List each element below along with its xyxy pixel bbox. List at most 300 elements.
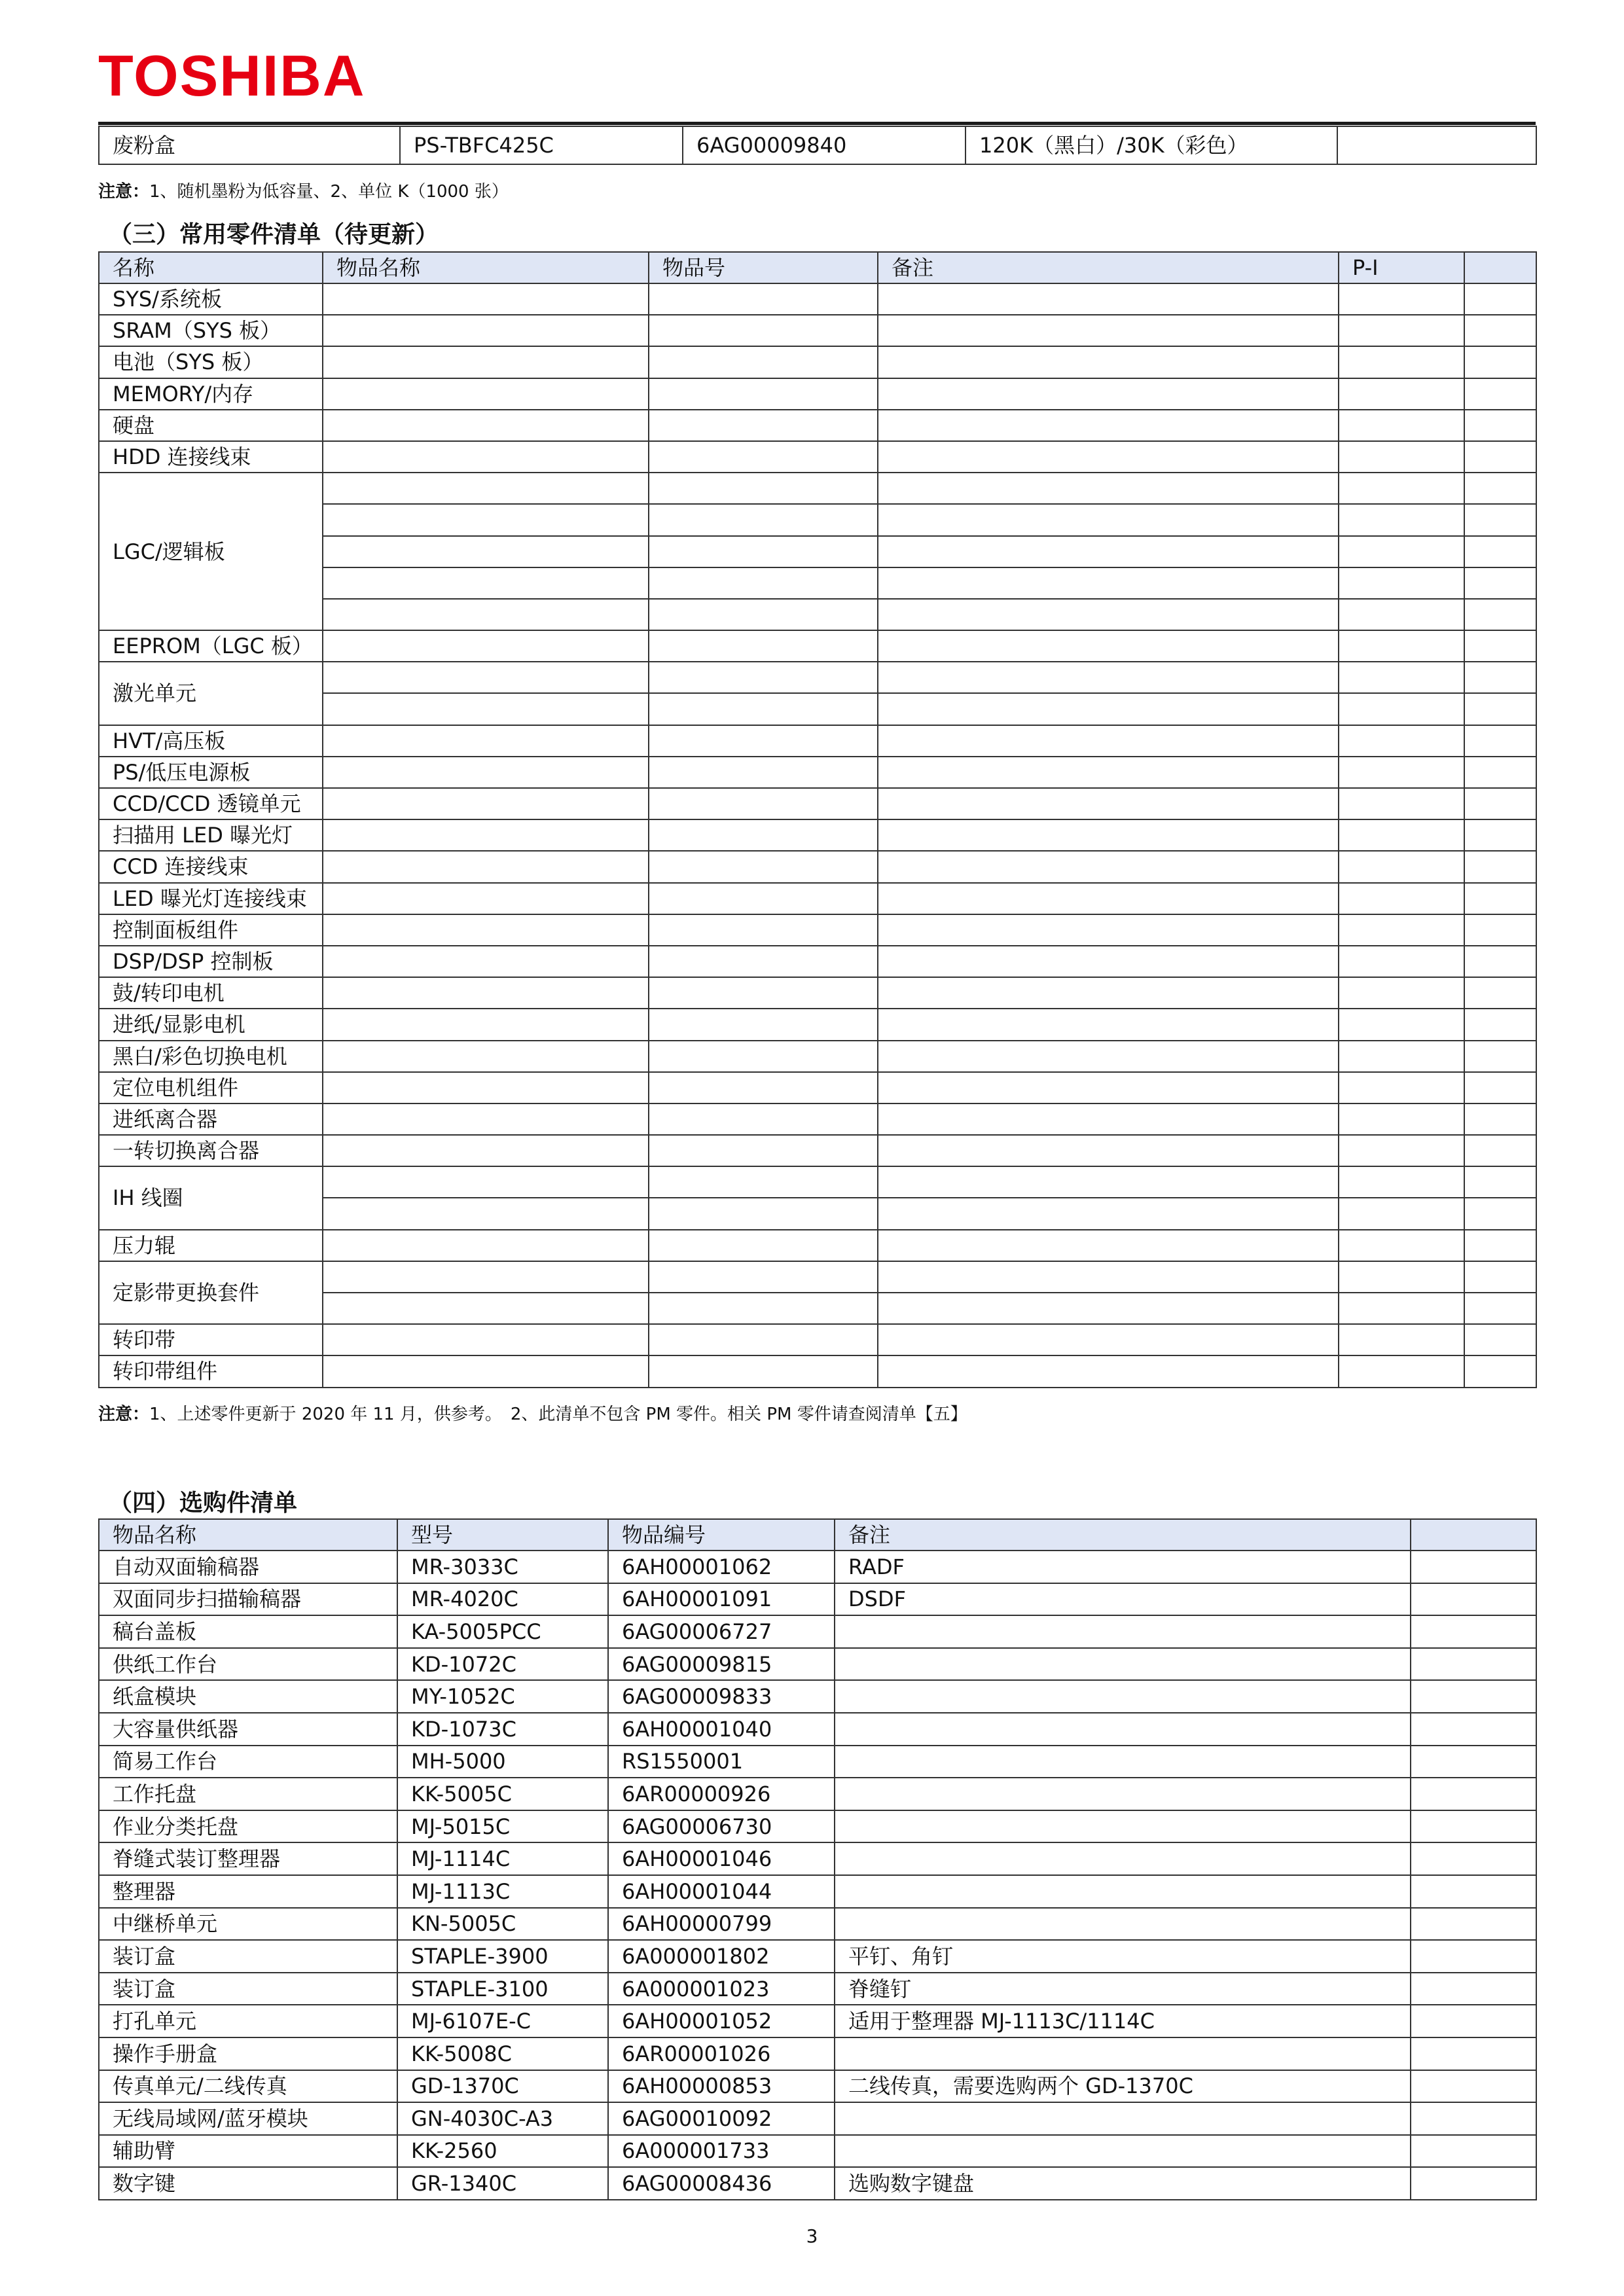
empty-cell [1339,819,1464,851]
table-cell: 装订盒 [99,1940,397,1973]
empty-cell [323,441,649,473]
empty-cell [878,378,1339,410]
part-name-cell: SRAM（SYS 板） [99,315,323,346]
empty-cell [323,946,649,977]
table-cell: 脊缝式装订整理器 [99,1842,397,1875]
table-cell: KA-5005PCC [397,1615,608,1648]
empty-cell [323,725,649,757]
empty-cell [649,1355,878,1387]
table-cell: STAPLE-3100 [397,1973,608,2005]
empty-cell [323,662,649,693]
empty-cell [1464,1324,1536,1355]
empty-cell [878,693,1339,725]
empty-cell [878,1198,1339,1229]
table-row [99,630,1536,662]
note-text: 1、随机墨粉为低容量、2、单位 K（1000 张） [149,182,509,202]
part-name-cell: 控制面板组件 [99,914,323,946]
section4-title: （四）选购件清单 [109,1490,298,1516]
empty-cell [1339,662,1464,693]
table-cell: 6AH00000853 [608,2070,835,2103]
table-cell: STAPLE-3900 [397,1940,608,1973]
empty-cell [649,1198,878,1229]
part-name-cell: CCD 连接线束 [99,851,323,882]
column-header: P-I [1339,252,1464,283]
part-name-cell: DSP/DSP 控制板 [99,946,323,977]
table-cell: KK-5008C [397,2037,608,2070]
table-row [99,283,1536,315]
table-cell: 6AR00001026 [608,2037,835,2070]
empty-cell [878,504,1339,535]
empty-cell [878,346,1339,378]
column-header: 物品号 [649,252,878,283]
empty-cell [1339,504,1464,535]
empty-cell [649,946,878,977]
empty-cell [1411,2135,1536,2168]
empty-cell [1464,1230,1536,1261]
table-row [99,1940,1536,1973]
table-row [99,1973,1536,2005]
part-name-cell: MEMORY/内存 [99,378,323,410]
empty-cell [1411,2167,1536,2200]
empty-cell [649,819,878,851]
empty-cell [1339,1355,1464,1387]
empty-cell [649,1072,878,1103]
table-cell: MJ-5015C [397,1810,608,1843]
table-cell: KN-5005C [397,1908,608,1941]
empty-cell [878,946,1339,977]
table-row [99,788,1536,819]
empty-cell [1464,441,1536,473]
column-header: 型号 [397,1519,608,1551]
empty-cell [1464,977,1536,1009]
table-row [99,315,1536,346]
table-row [99,1778,1536,1810]
empty-cell [323,788,649,819]
part-name-cell: 黑白/彩色切换电机 [99,1041,323,1072]
empty-cell [1339,914,1464,946]
empty-cell [649,1009,878,1040]
table-row [99,1009,1536,1040]
table-cell: 6A000001733 [608,2135,835,2168]
empty-cell [323,851,649,882]
empty-cell [649,599,878,630]
empty-cell [878,1230,1339,1261]
table-cell: 作业分类托盘 [99,1810,397,1843]
section3-title: （三）常用零件清单（待更新） [109,221,439,248]
empty-cell [1411,2070,1536,2103]
table-cell: 平钉、角钉 [835,1940,1411,1973]
table-cell: 稿台盖板 [99,1615,397,1648]
empty-cell [323,630,649,662]
empty-cell [1339,1041,1464,1072]
empty-cell [1464,725,1536,757]
table-row [99,2135,1536,2168]
empty-cell [878,630,1339,662]
empty-cell [1464,346,1536,378]
part-name-cell: 定影带更换套件 [99,1261,323,1324]
empty-cell [323,693,649,725]
empty-cell [1339,1293,1464,1324]
table-cell: GR-1340C [397,2167,608,2200]
empty-cell [323,1324,649,1355]
empty-cell [878,788,1339,819]
column-header: 物品名称 [99,1519,397,1551]
empty-cell [878,567,1339,599]
note-label: 注意： [98,1405,150,1424]
table-cell [835,1746,1411,1778]
table-row [99,851,1536,882]
empty-cell [878,757,1339,788]
empty-cell [1411,1746,1536,1778]
part-name-cell: HDD 连接线束 [99,441,323,473]
table-cell: KD-1073C [397,1713,608,1746]
table-row [99,2070,1536,2103]
empty-cell [1411,2037,1536,2070]
table-cell: KD-1072C [397,1648,608,1681]
empty-cell [1464,315,1536,346]
empty-cell [878,1355,1339,1387]
table-cell [835,2135,1411,2168]
empty-cell [878,819,1339,851]
empty-cell [323,536,649,567]
table-cell: 6AH00001052 [608,2005,835,2037]
empty-cell [1411,1680,1536,1713]
empty-cell [878,1166,1339,1198]
part-name-cell: 鼓/转印电机 [99,977,323,1009]
empty-cell [323,504,649,535]
empty-cell [1464,1135,1536,1166]
table-cell: 废粉盒 [99,126,400,164]
table-row [99,2005,1536,2037]
empty-cell [1339,283,1464,315]
empty-cell [1411,1908,1536,1941]
empty-cell [323,599,649,630]
empty-cell [878,441,1339,473]
empty-cell [878,883,1339,914]
table-row [99,1041,1536,1072]
table-cell: 自动双面输稿器 [99,1551,397,1583]
part-name-cell: 电池（SYS 板） [99,346,323,378]
table-cell: GN-4030C-A3 [397,2102,608,2135]
empty-cell [649,1166,878,1198]
empty-cell [878,410,1339,441]
table-row [99,2167,1536,2200]
options-table [98,1518,1537,2200]
table-cell: 6A000001802 [608,1940,835,1973]
empty-cell [1339,1103,1464,1135]
empty-cell [649,788,878,819]
part-name-cell: LED 曝光灯连接线束 [99,883,323,914]
empty-cell [1464,1041,1536,1072]
toner-note [98,178,509,202]
empty-cell [649,630,878,662]
table-cell: 6AH00001062 [608,1551,835,1583]
empty-cell [1411,1648,1536,1681]
empty-cell [1464,1009,1536,1040]
table-cell: 打孔单元 [99,2005,397,2037]
table-row [99,883,1536,914]
empty-cell [323,1009,649,1040]
empty-cell [323,315,649,346]
empty-cell [1339,883,1464,914]
table-row [99,725,1536,757]
table-row [99,1842,1536,1875]
table-cell: KK-2560 [397,2135,608,2168]
empty-cell [1464,693,1536,725]
empty-cell [878,977,1339,1009]
empty-cell [1464,662,1536,693]
empty-cell [1339,757,1464,788]
empty-cell [323,1041,649,1072]
empty-cell [1339,536,1464,567]
empty-cell [1464,1072,1536,1103]
table-cell [835,1778,1411,1810]
table-cell: 120K（黑白）/30K（彩色） [965,126,1337,164]
table-cell: MH-5000 [397,1746,608,1778]
part-name-cell: IH 线圈 [99,1166,323,1229]
column-header [1411,1519,1536,1551]
table-row [99,1072,1536,1103]
empty-cell [878,1261,1339,1293]
header-rule [98,122,1536,125]
table-cell: GD-1370C [397,2070,608,2103]
empty-cell [323,1198,649,1229]
empty-cell [1464,283,1536,315]
empty-cell [1339,1230,1464,1261]
table-cell: 6AH00001091 [608,1583,835,1616]
empty-cell [649,1041,878,1072]
empty-cell [1464,1261,1536,1293]
empty-cell [323,378,649,410]
table-cell: MY-1052C [397,1680,608,1713]
table-row [99,946,1536,977]
empty-cell [1339,946,1464,977]
part-name-cell: LGC/逻辑板 [99,473,323,630]
empty-cell [1464,536,1536,567]
empty-cell [1339,851,1464,882]
empty-cell [878,1324,1339,1355]
table-cell: 选购数字键盘 [835,2167,1411,2200]
column-header: 物品名称 [323,252,649,283]
table-row [99,1713,1536,1746]
empty-cell [1464,410,1536,441]
empty-cell [1464,883,1536,914]
empty-cell [323,1135,649,1166]
table-row [99,914,1536,946]
empty-cell [1339,410,1464,441]
empty-cell [1464,504,1536,535]
empty-cell [878,725,1339,757]
table-cell: 6AG00006730 [608,1810,835,1843]
table-row [99,757,1536,788]
empty-cell [878,1103,1339,1135]
part-name-cell: 激光单元 [99,662,323,725]
part-name-cell: HVT/高压板 [99,725,323,757]
empty-cell [649,725,878,757]
table-cell: 6AG00009815 [608,1648,835,1681]
empty-cell [649,1293,878,1324]
empty-cell [1411,1875,1536,1908]
table-cell: 装订盒 [99,1973,397,2005]
column-header: 物品编号 [608,1519,835,1551]
empty-cell [1339,788,1464,819]
empty-cell [323,757,649,788]
empty-cell [1411,1713,1536,1746]
empty-cell [1411,1778,1536,1810]
empty-cell [1339,1198,1464,1229]
empty-cell [1339,1009,1464,1040]
empty-cell [878,1135,1339,1166]
table-row [99,819,1536,851]
waste-toner-table [98,126,1537,165]
table-cell: 工作托盘 [99,1778,397,1810]
empty-cell [323,346,649,378]
table-cell: 操作手册盒 [99,2037,397,2070]
empty-cell [1464,914,1536,946]
table-row [99,378,1536,410]
table-cell [835,2102,1411,2135]
empty-cell [649,757,878,788]
empty-cell [649,536,878,567]
table-cell: MR-3033C [397,1551,608,1583]
table-cell [1337,126,1536,164]
part-name-cell: 扫描用 LED 曝光灯 [99,819,323,851]
empty-cell [878,914,1339,946]
empty-cell [1339,725,1464,757]
table-cell: 适用于整理器 MJ-1113C/1114C [835,2005,1411,2037]
empty-cell [323,1355,649,1387]
table-row [99,977,1536,1009]
part-name-cell: 转印带 [99,1324,323,1355]
empty-cell [649,662,878,693]
table-row [99,1355,1536,1387]
empty-cell [1464,757,1536,788]
part-name-cell: SYS/系统板 [99,283,323,315]
empty-cell [323,410,649,441]
empty-cell [649,283,878,315]
empty-cell [878,1072,1339,1103]
table-cell: RADF [835,1551,1411,1583]
empty-cell [323,1261,649,1293]
table-row [99,1230,1536,1261]
empty-cell [649,504,878,535]
table-cell: 整理器 [99,1875,397,1908]
table-row [99,1680,1536,1713]
empty-cell [1339,977,1464,1009]
table-cell: 6AR00000926 [608,1778,835,1810]
empty-cell [323,1103,649,1135]
column-header [1464,252,1536,283]
empty-cell [649,315,878,346]
empty-cell [1464,851,1536,882]
table-row [99,2037,1536,2070]
empty-cell [323,473,649,504]
empty-cell [1464,1293,1536,1324]
empty-cell [649,977,878,1009]
table-row [99,2102,1536,2135]
table-cell: 简易工作台 [99,1746,397,1778]
table-row [99,1324,1536,1355]
empty-cell [1411,1810,1536,1843]
empty-cell [1411,2102,1536,2135]
part-name-cell: 进纸离合器 [99,1103,323,1135]
empty-cell [649,378,878,410]
table-cell: 6AG00010092 [608,2102,835,2135]
table-cell: 供纸工作台 [99,1648,397,1681]
empty-cell [1411,1551,1536,1583]
table-row [99,1103,1536,1135]
table-cell: 中继桥单元 [99,1908,397,1941]
table-row [99,1908,1536,1941]
empty-cell [1411,2005,1536,2037]
empty-cell [1464,567,1536,599]
empty-cell [1464,1355,1536,1387]
empty-cell [878,662,1339,693]
table-row [99,473,1536,504]
empty-cell [323,1166,649,1198]
empty-cell [1464,1103,1536,1135]
table-row [99,1810,1536,1843]
part-name-cell: 一转切换离合器 [99,1135,323,1166]
empty-cell [649,1261,878,1293]
empty-cell [649,1230,878,1261]
empty-cell [1339,315,1464,346]
table-cell: DSDF [835,1583,1411,1616]
empty-cell [323,819,649,851]
empty-cell [649,410,878,441]
empty-cell [878,283,1339,315]
empty-cell [1339,1324,1464,1355]
part-name-cell: 定位电机组件 [99,1072,323,1103]
part-name-cell: 转印带组件 [99,1355,323,1387]
table-row [99,1746,1536,1778]
empty-cell [1339,1072,1464,1103]
table-row [99,1875,1536,1908]
table-cell: 二线传真，需要选购两个 GD-1370C [835,2070,1411,2103]
empty-cell [1464,946,1536,977]
table-cell [835,1680,1411,1713]
empty-cell [649,1103,878,1135]
empty-cell [323,914,649,946]
empty-cell [1339,1166,1464,1198]
table-cell: KK-5005C [397,1778,608,1810]
table-cell [835,1648,1411,1681]
empty-cell [1411,1973,1536,2005]
table-row [99,1648,1536,1681]
empty-cell [1464,1198,1536,1229]
table-cell: 6AG00009833 [608,1680,835,1713]
parts-note [98,1401,967,1425]
table-row [99,1615,1536,1648]
empty-cell [878,473,1339,504]
table-cell: 脊缝钉 [835,1973,1411,2005]
table-cell: RS1550001 [608,1746,835,1778]
column-header: 备注 [878,252,1339,283]
empty-cell [323,567,649,599]
table-cell: 纸盒模块 [99,1680,397,1713]
empty-cell [878,1041,1339,1072]
empty-cell [323,1293,649,1324]
table-row [99,1261,1536,1293]
empty-cell [878,536,1339,567]
part-name-cell: 硬盘 [99,410,323,441]
table-cell [835,1842,1411,1875]
empty-cell [878,599,1339,630]
empty-cell [1339,1261,1464,1293]
empty-cell [1464,599,1536,630]
page-number: 3 [806,2225,818,2247]
empty-cell [1464,788,1536,819]
